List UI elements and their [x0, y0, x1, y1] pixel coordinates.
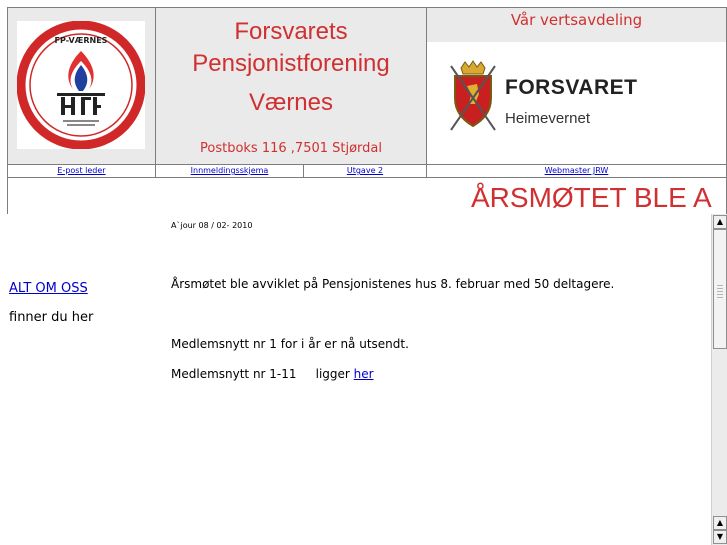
nav-cell-webmaster	[426, 164, 727, 178]
scroll-down-button[interactable]: ▼	[713, 530, 727, 544]
news-paragraph-annual-meeting: Årsmøtet ble avviklet på Pensjonistenes hus 8. februar med 50 deltagere.	[171, 277, 615, 291]
host-unit-label: Vår vertsavdeling	[510, 11, 643, 29]
email-leader-link[interactable]: E-post leder	[57, 166, 106, 175]
title-cell	[155, 7, 427, 165]
forsvaret-wordmark: FORSVARET	[505, 76, 638, 99]
fpf-logo	[17, 21, 145, 149]
nav-cell-email	[7, 164, 156, 178]
header	[7, 7, 727, 165]
webmaster-link[interactable]: Webmaster JRW	[544, 166, 609, 175]
banner-text: ÅRSMØTET BLE A	[471, 182, 712, 213]
host-logo-area	[427, 42, 726, 164]
vertical-scrollbar[interactable]	[711, 214, 727, 545]
crest-icon	[449, 60, 497, 132]
logo-cell	[7, 7, 156, 165]
registration-form-link[interactable]: Innmeldingsskjema	[190, 166, 269, 175]
newsletter-archive-link[interactable]: her	[353, 367, 374, 381]
host-unit-cell	[426, 7, 727, 165]
nav-cell-issue	[303, 164, 427, 178]
about-us-text: finner du her	[9, 310, 94, 325]
site-location: Værnes	[248, 89, 334, 116]
issue-link[interactable]: Utgave 2	[346, 166, 384, 175]
updated-date: A`jour 08 / 02- 2010	[171, 221, 253, 230]
nav-cell-registration	[155, 164, 304, 178]
scrolling-banner	[7, 177, 727, 214]
about-us-link[interactable]: ALT OM OSS	[9, 281, 88, 296]
scroll-up-button[interactable]: ▲	[713, 215, 727, 229]
svg-text:FP-VÆRNES: FP-VÆRNES	[54, 36, 108, 45]
scroll-up-button-lower[interactable]: ▲	[713, 516, 727, 530]
scrollbar-thumb[interactable]	[713, 229, 727, 349]
news-paragraph-archive: Medlemsnytt nr 1-11 ligger her	[171, 367, 374, 381]
site-title: Forsvarets Pensjonistforening	[192, 18, 390, 77]
heimevernet-wordmark: Heimevernet	[505, 110, 591, 127]
nav-row	[7, 164, 727, 178]
postal-address: Postboks 116 ,7501 Stjørdal	[200, 141, 382, 156]
news-paragraph-newsletter: Medlemsnytt nr 1 for i år er nå utsendt.	[171, 337, 409, 351]
content-frame	[0, 214, 711, 545]
